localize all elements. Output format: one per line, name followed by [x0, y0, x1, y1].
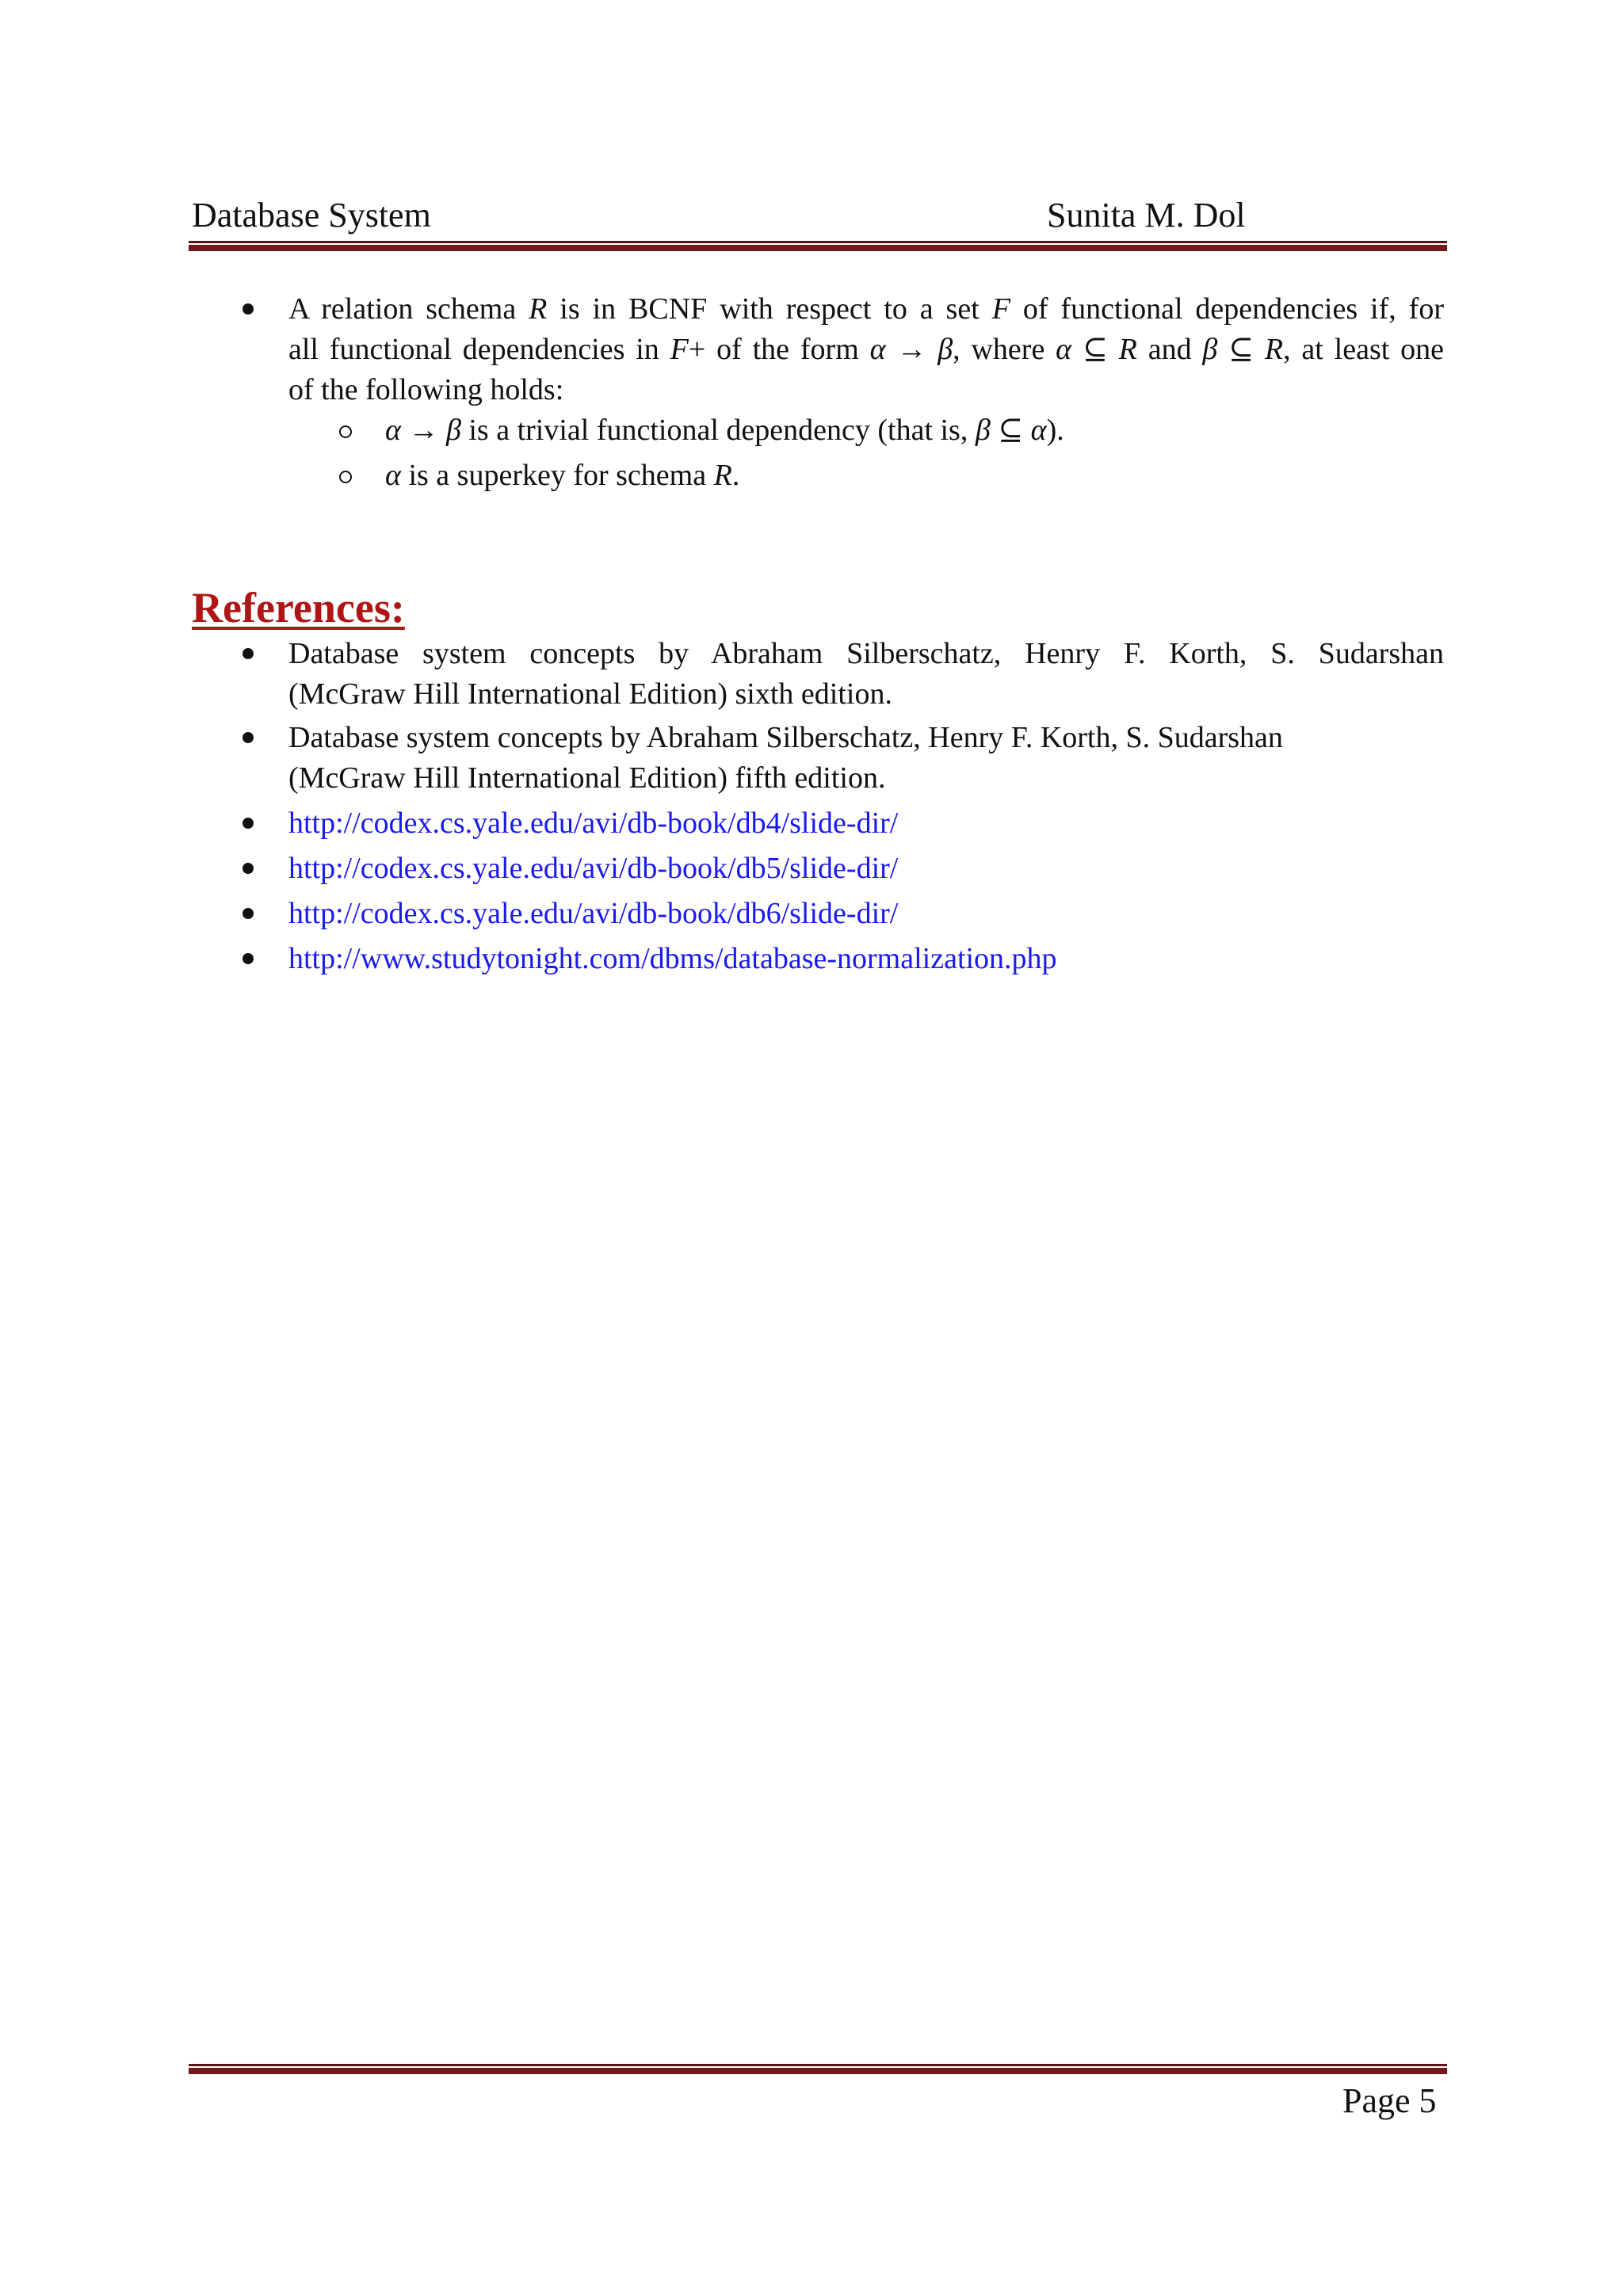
header-title: Database System — [192, 196, 431, 235]
header-rule-thick — [189, 245, 1447, 251]
bullet-icon — [242, 648, 254, 659]
footer-rule-thin — [189, 2064, 1447, 2066]
bullet-icon — [242, 953, 254, 964]
references-heading: References: — [192, 584, 405, 631]
header-author: Sunita M. Dol — [1047, 196, 1246, 235]
page-number: Page 5 — [1342, 2081, 1437, 2120]
bullet-icon — [242, 908, 254, 919]
header-rule-thin — [189, 241, 1447, 243]
reference-link-item — [192, 803, 1444, 844]
reference-item: Database system concepts by Abraham Silberschatz, Henry F. Korth, S. Sudarshan (McGraw Hill International Edition) fifth edition. — [192, 718, 1444, 799]
bcnf-line-3: of the following holds: — [288, 373, 564, 406]
sub-bullet-icon — [339, 425, 352, 438]
bcnf-condition-superkey: α is a superkey for schema R. — [192, 456, 1444, 496]
reference-link-item — [192, 894, 1444, 934]
bullet-icon — [242, 732, 254, 743]
reference-link-item — [192, 849, 1444, 889]
reference-link-item — [192, 939, 1444, 979]
bullet-icon — [242, 863, 254, 874]
bcnf-condition-trivial: α → β is a trivial functional dependency (that is, β ⊆ α). — [192, 410, 1444, 451]
reference-link[interactable]: http://codex.cs.yale.edu/avi/db-book/db6/slide-dir/ — [288, 897, 899, 930]
reference-link[interactable]: http://www.studytonight.com/dbms/database-normalization.php — [288, 942, 1057, 975]
main-content — [192, 289, 1444, 979]
sub-bullet-icon — [339, 471, 352, 483]
bcnf-line-2: all functional dependencies in F+ of the form α → β, where α ⊆ R and β ⊆ R, at least one — [288, 333, 1445, 366]
bullet-icon — [242, 818, 254, 829]
bcnf-line-1: A relation schema R is in BCNF with respect to a set F of functional dependencies if, for — [288, 292, 1444, 326]
reference-link[interactable]: http://codex.cs.yale.edu/avi/db-book/db4/slide-dir/ — [288, 807, 899, 840]
reference-item: Database system concepts by Abraham Silberschatz, Henry F. Korth, S. Sudarshan (McGraw Hill International Edition) sixth edition. — [192, 634, 1444, 715]
footer-rule-thick — [189, 2068, 1447, 2074]
bcnf-definition — [192, 289, 1444, 410]
reference-link[interactable]: http://codex.cs.yale.edu/avi/db-book/db5/slide-dir/ — [288, 852, 899, 885]
bullet-icon — [242, 303, 254, 315]
